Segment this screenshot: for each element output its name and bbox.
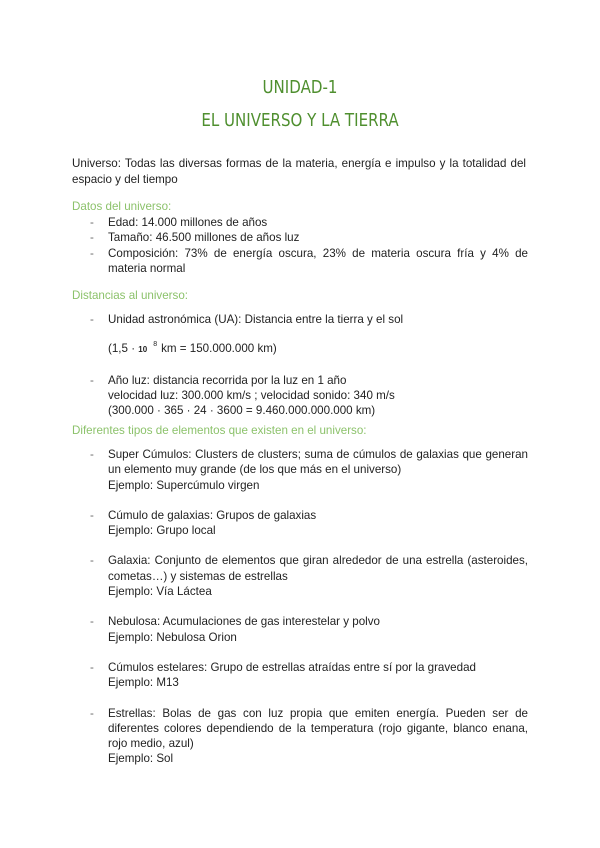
list-item xyxy=(72,706,528,767)
type-description: Estrellas: Bolas de gas con luz propia que emiten energía. Pueden ser de diferentes colores dependiendo de la temperatura (rojo gigante, blanco enana, rojo medio, azul) xyxy=(108,706,528,751)
ua-formula-post: km = 150.000.000 km) xyxy=(161,342,277,356)
list-item xyxy=(72,246,528,277)
bullet-dash: - xyxy=(90,508,94,522)
type-example: Ejemplo: Sol xyxy=(108,752,174,766)
list-item-text: Composición: 73% de energía oscura, 23% de materia oscura fría y 4% de materia normal xyxy=(108,246,528,275)
type-description: Nebulosa: Acumulaciones de gas interestelar y polvo xyxy=(108,615,380,629)
bullet-dash: - xyxy=(90,246,94,260)
light-year-definition: Año luz: distancia recorrida por la luz en 1 año xyxy=(108,373,347,387)
list-item xyxy=(72,614,528,645)
datos-list xyxy=(72,215,528,276)
list-item xyxy=(72,373,528,419)
type-description: Super Cúmulos: Clusters de clusters; suma de cúmulos de galaxias que generan un elemento muy grande (de los que más en el universo) xyxy=(108,448,528,477)
type-example: Ejemplo: Supercúmulo virgen xyxy=(108,478,260,492)
list-item xyxy=(72,660,528,691)
intro-paragraph: Universo: Todas las diversas formas de la materia, energía e impulso y la totalidad del espacio y del tiempo xyxy=(72,157,526,186)
type-description: Galaxia: Conjunto de elementos que giran alrededor de una estrella (asteroides, cometas…) y sistemas de estrellas xyxy=(108,554,528,583)
list-item-text: Tamaño: 46.500 millones de años luz xyxy=(108,231,300,245)
type-description: Cúmulos estelares: Grupo de estrellas atraídas entre sí por la gravedad xyxy=(108,660,476,674)
type-example: Ejemplo: M13 xyxy=(108,676,179,690)
tipos-list xyxy=(72,447,528,767)
bullet-dash: - xyxy=(90,231,94,245)
bullet-dash: - xyxy=(90,660,94,674)
distancias-list xyxy=(72,312,528,418)
page-title: EL UNIVERSO Y LA TIERRA xyxy=(201,111,399,131)
list-item-text: Edad: 14.000 millones de años xyxy=(108,216,268,229)
list-item xyxy=(72,447,528,493)
type-description: Cúmulo de galaxias: Grupos de galaxias xyxy=(108,508,317,522)
list-item xyxy=(72,508,528,539)
list-item xyxy=(72,215,528,230)
bullet-dash: - xyxy=(90,706,94,720)
bullet-dash: - xyxy=(90,615,94,629)
bullet-dash: - xyxy=(90,313,94,326)
section-heading-distancias: Distancias al universo: xyxy=(72,289,188,302)
section-heading-tipos: Diferentes tipos de elementos que existen en el universo: xyxy=(72,424,367,437)
type-example: Ejemplo: Grupo local xyxy=(108,524,216,538)
bullet-dash: - xyxy=(90,373,94,387)
list-item xyxy=(72,230,528,245)
list-item xyxy=(72,553,528,599)
ua-formula-pre: (1,5 · xyxy=(108,342,136,356)
unit-title: UNIDAD-1 xyxy=(262,78,338,98)
light-year-formula: (300.000 · 365 · 24 · 3600 = 9.460.000.000.000 km) xyxy=(108,404,376,418)
ua-formula-exponent: 8 xyxy=(153,341,158,349)
bullet-dash: - xyxy=(90,216,94,229)
section-heading-datos: Datos del universo: xyxy=(72,200,172,213)
light-speed-line: velocidad luz: 300.000 km/s ; velocidad sonido: 340 m/s xyxy=(108,388,395,402)
bullet-dash: - xyxy=(90,554,94,568)
type-example: Ejemplo: Vía Láctea xyxy=(108,585,212,599)
list-item xyxy=(72,312,528,358)
ua-definition: Unidad astronómica (UA): Distancia entre la tierra y el sol xyxy=(108,313,404,326)
type-example: Ejemplo: Nebulosa Orion xyxy=(108,630,237,644)
ua-formula-base: 10 xyxy=(138,345,148,355)
bullet-dash: - xyxy=(90,448,94,461)
ua-formula xyxy=(108,337,528,357)
